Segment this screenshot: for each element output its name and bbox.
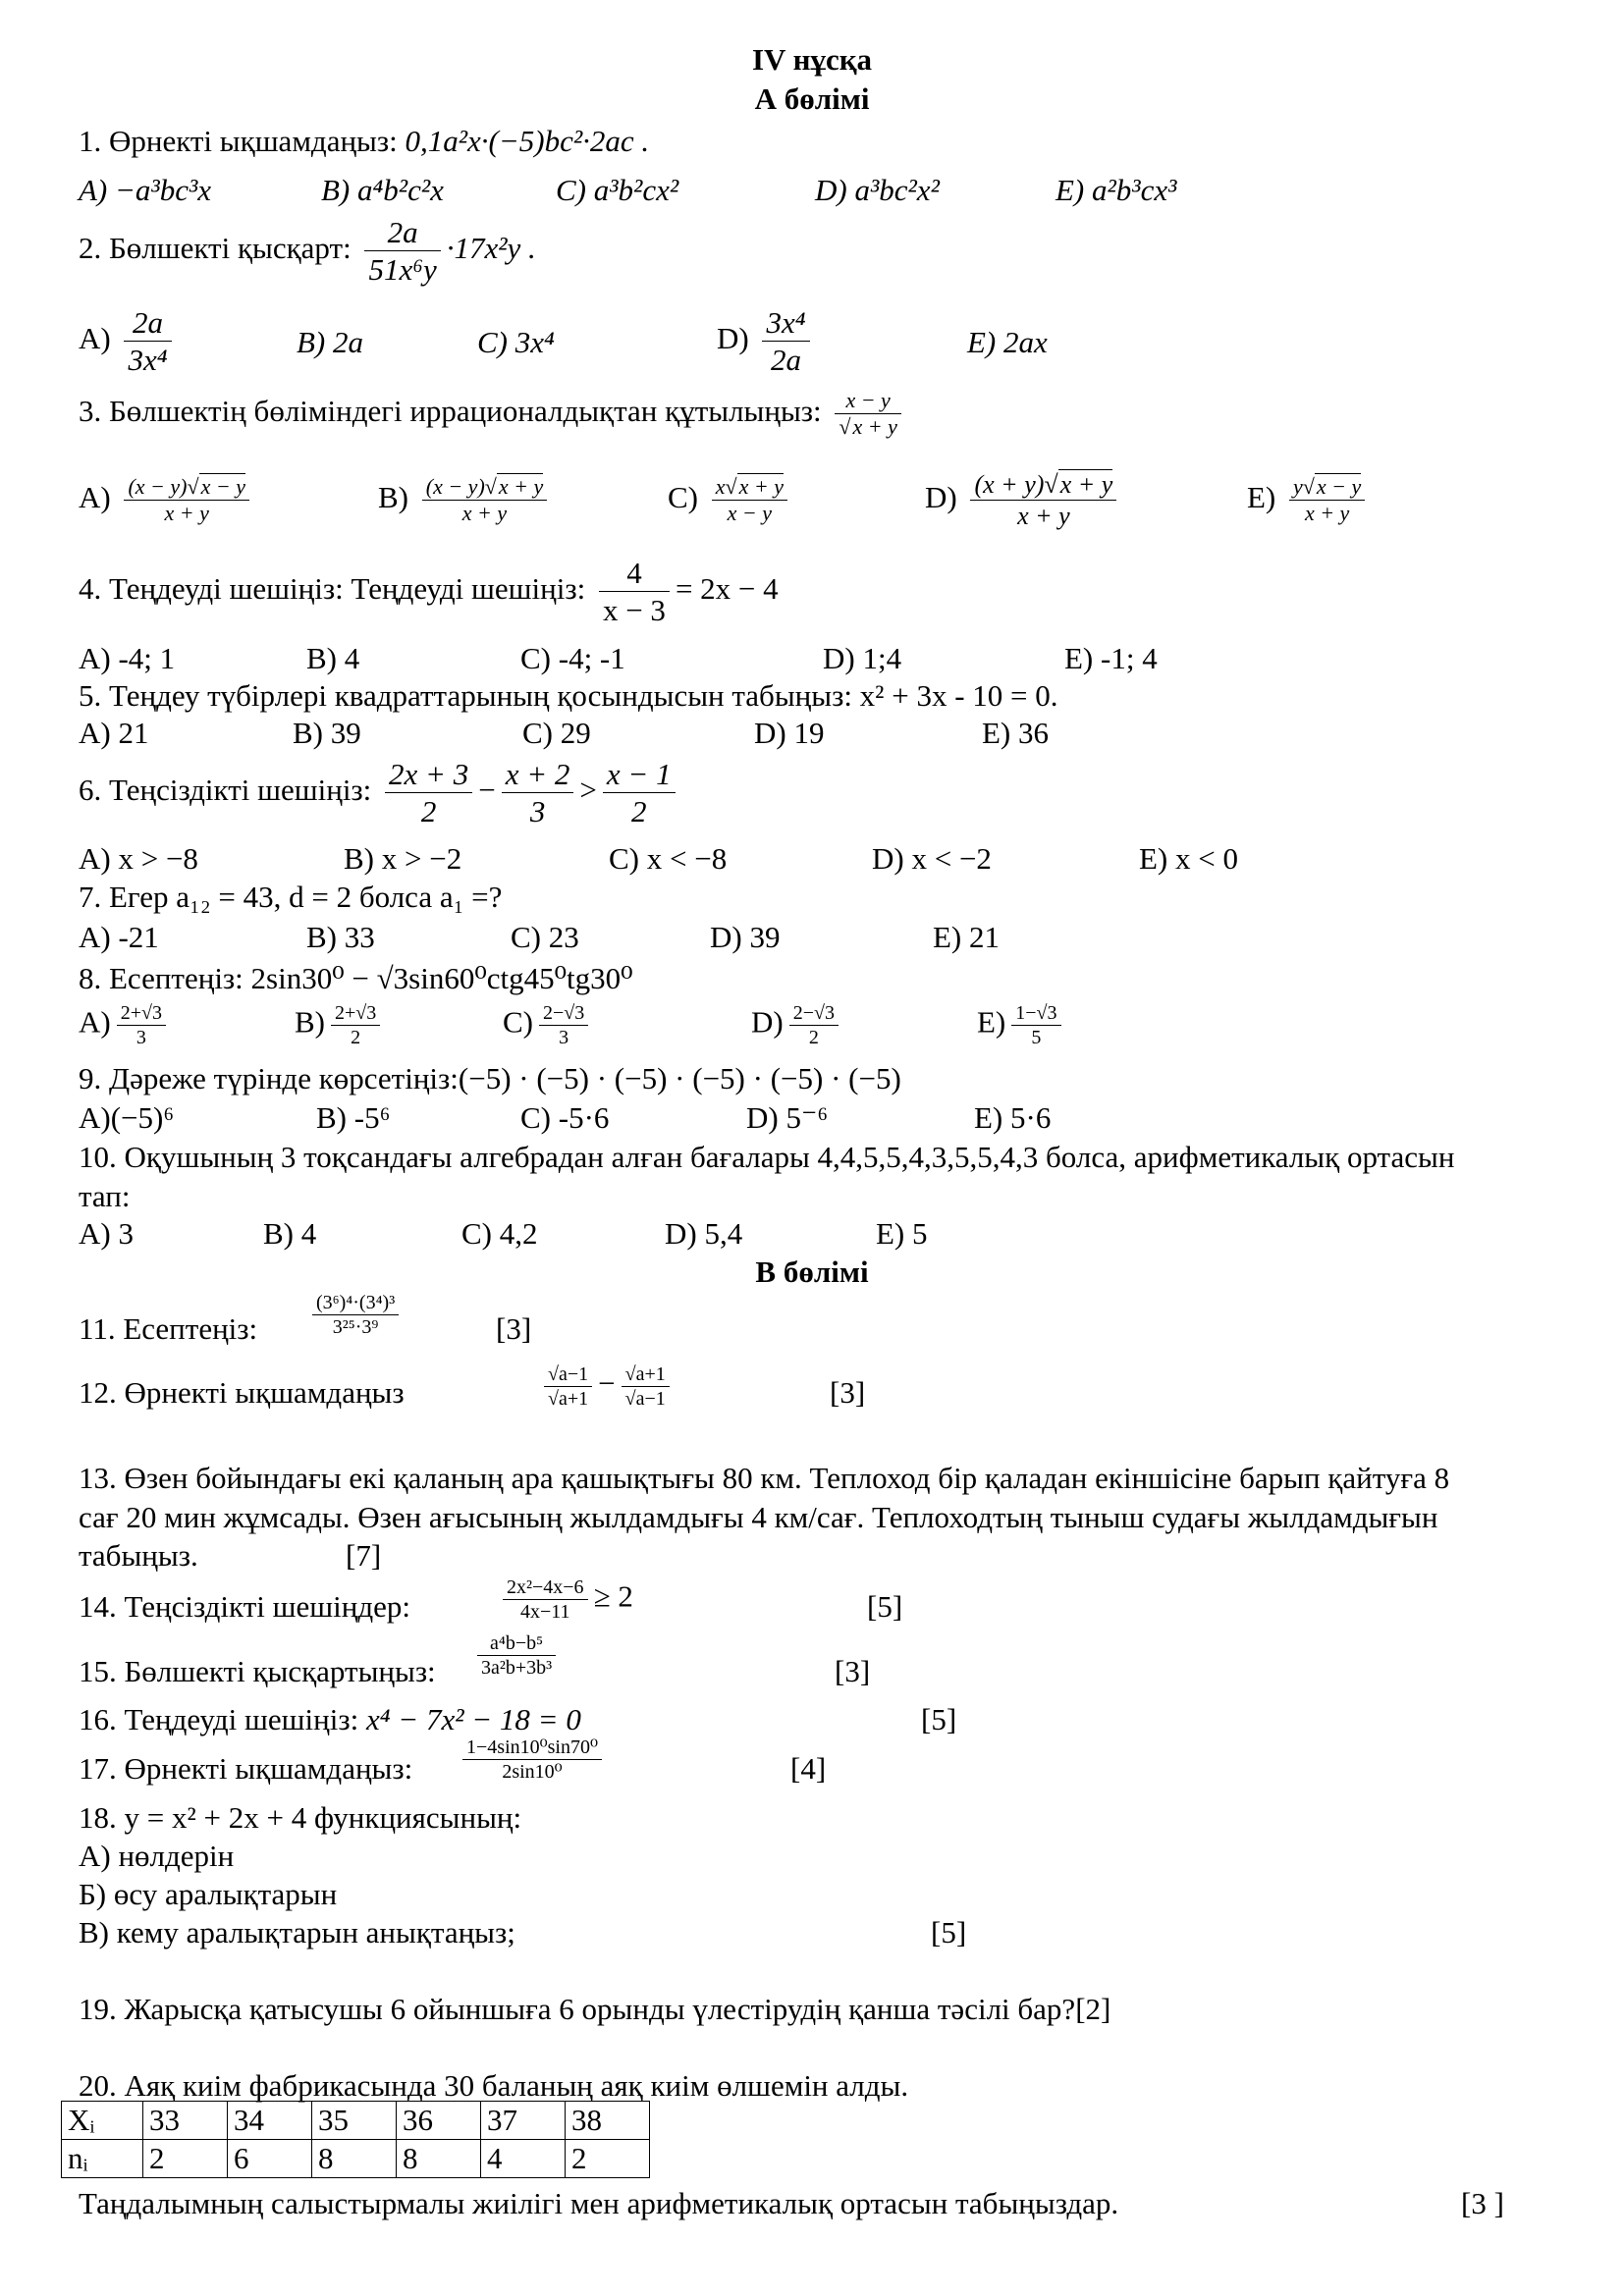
table-row: Xᵢ 33 34 35 36 37 38 [62,2102,650,2140]
q10-option-e[interactable]: E) 5 [876,1216,928,1251]
variant-title: IV нұсқа [751,42,873,77]
q12-score: [3] [830,1375,866,1410]
q9-option-a[interactable]: A)(−5)⁶ [79,1100,175,1135]
q20-table [61,2101,650,2178]
q3-option-e[interactable]: E) $\frac{y√x - y}{x + y}$ [1247,474,1371,527]
q13-text-line3: табыңыз. [79,1538,198,1573]
q15-fraction: $\frac{\text{a⁴b−b⁵}}{\text{3a²b+3b³}}$ [471,1631,562,1680]
q2-option-b[interactable]: B) 2a [297,325,364,359]
q1-text: 1. Өрнекті ықшамдаңыз: 0,1a²x·(−5)bc²·2ac . [79,124,650,158]
q3-fraction: $\frac{x - y}{√x + y}$ [835,388,900,441]
q17-score: [4] [790,1751,827,1786]
q1-option-d[interactable]: D) a³bc²x² [815,173,940,207]
q4-option-b[interactable]: B) 4 [306,641,360,675]
q2-fraction: $\frac{2a}{\text{51x⁶y}}$ [364,214,440,288]
q4-text: 4. Теңдеуді шешіңіз: Теңдеуді шешіңіз: $\frac{4}{x - 3}$ = 2x − 4 [79,556,779,628]
q18-text: 18. y = x² + 2x + 4 функциясының: [79,1800,522,1835]
q4-option-d[interactable]: D) 1;4 [823,641,902,675]
q5-option-c[interactable]: C) 29 [522,716,591,750]
q4-fraction: $\frac{4}{x - 3}$ [599,555,670,628]
q1-option-c[interactable]: C) a³b²cx² [556,173,679,207]
q12-text: 12. Өрнекті ықшамдаңыз [79,1375,405,1410]
q18-score: [5] [931,1915,967,1949]
q9-option-c[interactable]: C) -5·6 [520,1100,610,1135]
q18-item-a: А) нөлдерін [79,1839,235,1873]
q9-option-d[interactable]: D) 5⁻⁶ [746,1100,829,1135]
q15-score: [3] [835,1654,871,1688]
q8-option-c[interactable]: C) $\frac{2-√3}{3}$ [503,1001,594,1049]
q13-score: [7] [346,1538,382,1573]
q3-option-b[interactable]: B) $\frac{(x - y)√x + y}{x + y}$ [378,474,553,527]
table-row: nᵢ 2 6 8 8 4 2 [62,2140,650,2178]
q17-fraction: $\frac{\text{1−4sin10⁰sin70⁰}}{\text{2sin10⁰}}$ [457,1735,608,1784]
q16-text: 16. Теңдеуді шешіңіз: x⁴ − 7x² − 18 = 0 [79,1702,581,1736]
q10-option-b[interactable]: B) 4 [263,1216,317,1251]
part-b-title: В бөлімі [755,1255,869,1289]
q2-text: 2. Бөлшекті қысқарт: $\frac{2a}{\text{51x⁶y}}$ ·17x²y . [79,215,536,288]
q4-option-a[interactable]: A) -4; 1 [79,641,176,675]
q19-text: 19. Жарысқа қатысушы 6 ойыншыға 6 орынды үлестірудің қанша тәсілі бар?[2] [79,1992,1111,2026]
q10-option-d[interactable]: D) 5,4 [665,1216,743,1251]
q6-option-d[interactable]: D) x < −2 [872,841,992,876]
part-a-title: А бөлімі [754,81,870,116]
q9-option-e[interactable]: E) 5·6 [974,1100,1052,1135]
q8-option-d[interactable]: D) $\frac{2-√3}{2}$ [751,1001,844,1049]
q18-item-b: Б) өсу аралықтарын [79,1877,338,1911]
q1-expr: 0,1a²x·(−5)bc²·2ac . [405,124,650,158]
q3-option-a[interactable]: A) $\frac{(x - y)√x - y}{x + y}$ [79,474,255,527]
q18-item-c: В) кему аралықтарын анықтаңыз; [79,1915,515,1949]
q2-option-e[interactable]: E) 2ax [967,325,1048,359]
q3-option-d[interactable]: D) $\frac{(x + y)√x + y}{x + y}$ [925,469,1122,531]
q8-option-b[interactable]: B) $\frac{2+√3}{2}$ [295,1001,386,1049]
q7-option-d[interactable]: D) 39 [710,920,781,954]
q2-option-a[interactable]: A) $\frac{2a}{\text{3x⁴}}$ [79,304,178,378]
q7-option-b[interactable]: B) 33 [306,920,375,954]
q7-option-c[interactable]: C) 23 [511,920,579,954]
q11-text: 11. Есептеңіз: [79,1311,258,1346]
q3-option-c[interactable]: C) $\frac{x√x + y}{x - y}$ [668,474,793,527]
q1-option-e[interactable]: E) a²b³cx³ [1056,173,1177,207]
q4-option-c[interactable]: C) -4; -1 [520,641,625,675]
q8-option-e[interactable]: E) $\frac{1-√3}{5}$ [977,1001,1067,1049]
q1-option-a[interactable]: A) −a³bc³x [79,173,212,207]
q6-text: 6. Теңсіздікті шешіңіз: $\frac{2x + 3}{2}$ − $\frac{x + 2}{3}$ > $\frac{x - 1}{2}$ [79,756,681,829]
q14-inequality: $\frac{\text{2x²−4x−6}}{4x-11}$ ≥ 2 [497,1575,633,1624]
q6-option-a[interactable]: A) x > −8 [79,841,198,876]
q20-score: [3 ] [1461,2186,1504,2220]
q10-text-line1: 10. Оқушының 3 тоқсандағы алгебрадан алған бағалары 4,4,5,5,4,3,5,5,4,3 болса, арифметикалық ортасын [79,1140,1455,1174]
q2-option-d[interactable]: D) $\frac{\text{3x⁴}}{2a}$ [717,304,816,378]
q5-option-e[interactable]: E) 36 [982,716,1050,750]
q13-text-line1: 13. Өзен бойындағы екі қаланың ара қашықтығы 80 км. Теплоход бір қаладан екіншісіне барып қайтуға 8 [79,1461,1450,1495]
q20-text: 20. Аяқ киім фабрикасында 30 баланың аяқ киім өлшемін алды. [79,2068,909,2103]
q7-text: 7. Егер a₁₂ = 43, d = 2 болса a₁ =? [79,880,503,914]
q2-option-c[interactable]: C) 3x⁴ [477,325,555,359]
q14-score: [5] [867,1589,903,1624]
q13-text-line2: сағ 20 мин жұмсады. Өзен ағысының жылдамдығы 4 км/сағ. Теплоходтың тыныш судағы жылдамдығын [79,1500,1438,1534]
q5-option-a[interactable]: A) 21 [79,716,149,750]
q10-option-a[interactable]: A) 3 [79,1216,134,1251]
q12-expression: $\frac{√a-1}{√a+1}$ − $\frac{√a+1}{√a-1}$ [538,1362,676,1411]
q15-text: 15. Бөлшекті қысқартыңыз: [79,1654,436,1688]
q9-text: 9. Дәреже түрінде көрсетіңіз:(−5) · (−5) · (−5) · (−5) · (−5) · (−5) [79,1061,901,1095]
q11-score: [3] [496,1311,532,1346]
q8-text: 8. Есептеңіз: 2sin30⁰ − √3sin60⁰ctg45⁰tg30⁰ [79,961,633,995]
q6-option-b[interactable]: B) x > −2 [344,841,462,876]
q3-text: 3. Бөлшектің бөліміндегі иррационалдықтан құтылыңыз: $\frac{x - y}{√x + y}$ [79,388,907,441]
q16-score: [5] [921,1702,957,1736]
q8-option-a[interactable]: A) $\frac{2+√3}{3}$ [79,1001,172,1049]
q5-text: 5. Теңдеу түбірлері квадраттарының қосындысын табыңыз: x² + 3x - 10 = 0. [79,678,1058,713]
q14-text: 14. Теңсіздікті шешіңдер: [79,1589,410,1624]
q7-option-a[interactable]: A) -21 [79,920,159,954]
q4-option-e[interactable]: E) -1; 4 [1064,641,1158,675]
q17-text: 17. Өрнекті ықшамдаңыз: [79,1751,413,1786]
q1-option-b[interactable]: B) a⁴b²c²x [321,173,444,207]
q10-option-c[interactable]: C) 4,2 [461,1216,538,1251]
q20-footer: Таңдалымның салыстырмалы жиілігі мен арифметикалық ортасын табыңыздар. [79,2186,1119,2220]
q5-option-b[interactable]: B) 39 [293,716,361,750]
q9-option-b[interactable]: B) -5⁶ [316,1100,391,1135]
q6-option-e[interactable]: E) x < 0 [1139,841,1238,876]
q7-option-e[interactable]: E) 21 [933,920,1001,954]
q5-option-d[interactable]: D) 19 [754,716,825,750]
q6-option-c[interactable]: C) x < −8 [609,841,728,876]
q10-text-line2: тап: [79,1179,131,1213]
q11-fraction: $\frac{\text{(3⁶)⁴·(3⁴)³}}{\text{3²⁵·3⁹}}$ [306,1291,405,1339]
